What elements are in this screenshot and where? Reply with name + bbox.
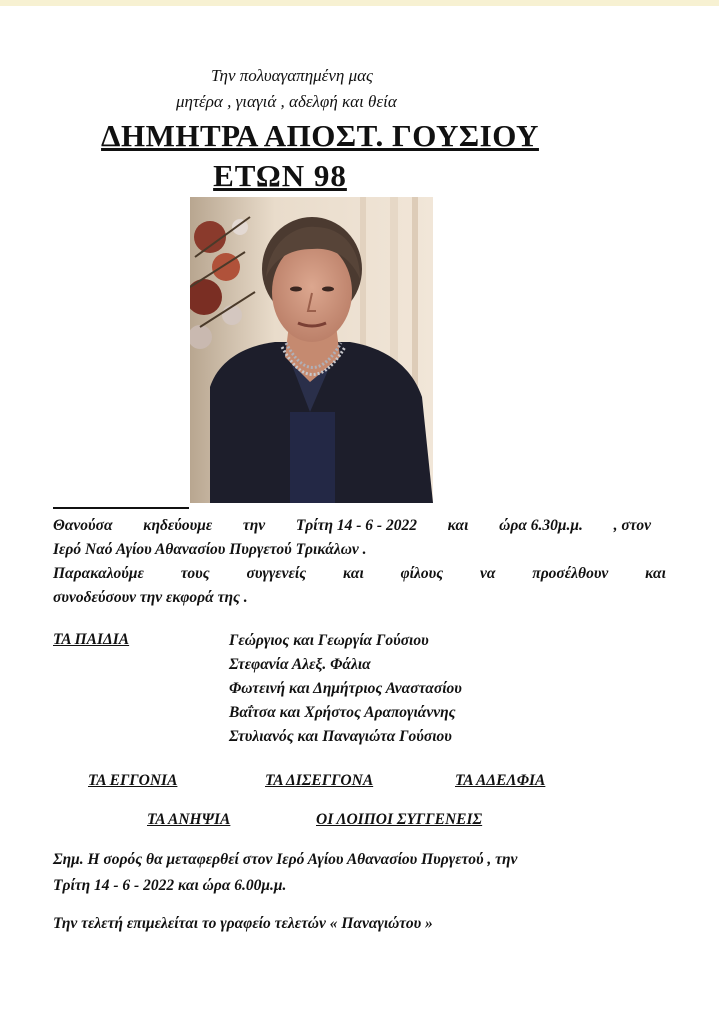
word: την — [242, 517, 266, 534]
child-name: Βαΐτσα και Χρήστος Αραπογιάννης — [229, 704, 456, 721]
word: τους — [180, 565, 210, 582]
child-name: Στυλιανός και Παναγιώτα Γούσιου — [229, 728, 452, 745]
funeral-line-4: συνοδεύσουν την εκφορά της . — [53, 589, 248, 606]
funeral-line-1 — [53, 514, 651, 538]
word: και — [645, 565, 666, 582]
word: να — [479, 565, 496, 582]
word: προσέλθουν — [532, 565, 609, 582]
word: Θανούσα — [53, 517, 113, 534]
child-name: Στεφανία Αλεξ. Φάλια — [229, 656, 371, 673]
word: και — [447, 517, 469, 534]
grandchildren-label: ΤΑ ΕΓΓΟΝΙΑ — [88, 772, 178, 789]
intro-line-1: Την πολυαγαπημένη μας — [211, 66, 373, 85]
intro-line-2: μητέρα , γιαγιά , αδελφή και θεία — [176, 92, 397, 111]
children-list — [229, 629, 462, 749]
word: συγγενείς — [246, 565, 307, 582]
child-name: Γεώργιος και Γεωργία Γούσιου — [229, 632, 429, 649]
word: και — [342, 565, 364, 582]
word: , στον — [613, 517, 651, 534]
portrait-photo — [190, 197, 433, 503]
word: φίλους — [400, 565, 444, 582]
note-line-1: Σημ. Η σορός θα μεταφερθεί στον Ιερό Αγίου Αθανασίου Πυργετού , την — [53, 851, 518, 868]
top-band — [0, 0, 719, 6]
funeral-line-2: Ιερό Ναό Αγίου Αθανασίου Πυργετού Τρικάλων . — [53, 541, 367, 558]
word: κηδεύουμε — [143, 517, 213, 534]
siblings-label: ΤΑ ΑΔΕΛΦΙΑ — [455, 772, 546, 789]
note-line-2: Τρίτη 14 - 6 - 2022 και ώρα 6.00μ.μ. — [53, 877, 287, 894]
child-name: Φωτεινή και Δημήτριος Αναστασίου — [229, 680, 462, 697]
funeral-line-3 — [53, 562, 666, 586]
word: ώρα 6.30μ.μ. — [499, 517, 583, 534]
other-relatives-label: ΟΙ ΛΟΙΠΟΙ ΣΥΓΓΕΝΕΙΣ — [316, 811, 483, 828]
children-label: ΤΑ ΠΑΙΔΙΑ — [53, 631, 130, 648]
great-grandchildren-label: ΤΑ ΔΙΣΕΓΓΟΝΑ — [265, 772, 374, 789]
word: Τρίτη 14 - 6 - 2022 — [295, 517, 417, 534]
undertaker-line: Την τελετή επιμελείται το γραφείο τελετών « Παναγιώτου » — [53, 915, 433, 932]
deceased-name: ΔΗΜΗΤΡΑ ΑΠΟΣΤ. ΓΟΥΣΙΟΥ — [101, 118, 539, 153]
nieces-nephews-label: ΤΑ ΑΝΗΨΙΑ — [147, 811, 231, 828]
divider-line — [53, 507, 189, 509]
word: Παρακαλούμε — [53, 565, 144, 582]
funeral-announcement — [53, 514, 666, 610]
deceased-age: ΕΤΩΝ 98 — [213, 158, 347, 193]
